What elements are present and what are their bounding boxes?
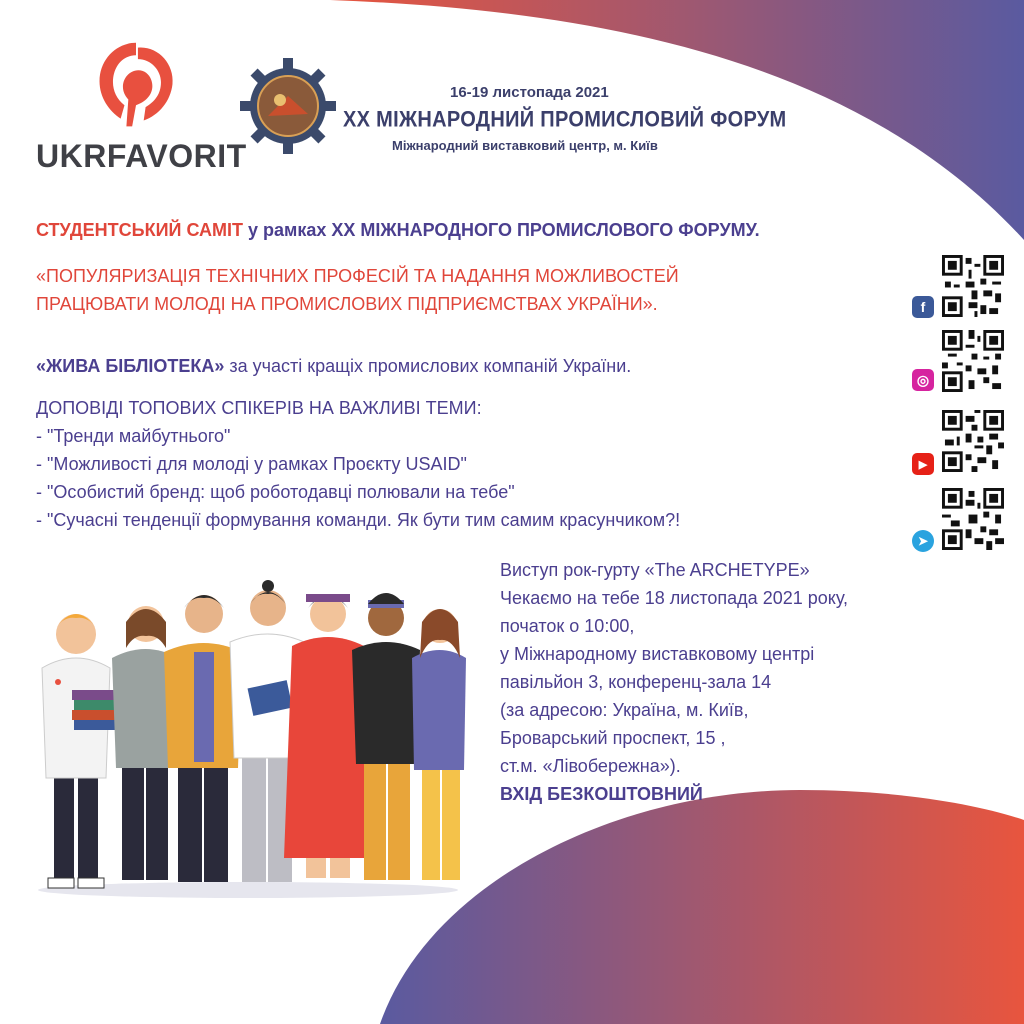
- facebook-icon[interactable]: f: [912, 296, 934, 318]
- library-line: [36, 356, 631, 377]
- detail-line: Чекаємо на тебе 18 листопада 2021 року,: [500, 588, 849, 608]
- student-figure: [412, 609, 466, 880]
- telegram-icon[interactable]: ➤: [912, 530, 934, 552]
- detail-line: у Міжнародному виставковому центрі: [500, 644, 815, 664]
- qr-code-facebook-icon[interactable]: [942, 255, 1004, 317]
- talks-header: ДОПОВІДІ ТОПОВИХ СПІКЕРІВ НА ВАЖЛИВІ ТЕМИ:: [36, 398, 482, 418]
- free-entry: ВХІД БЕЗКОШТОВНИЙ: [500, 784, 703, 804]
- student-figure: [42, 614, 118, 888]
- forum-title: XX МІЖНАРОДНИЙ ПРОМИСЛОВИЙ ФОРУМ: [343, 108, 787, 133]
- detail-line: ст.м. «Лівобережна»).: [500, 756, 681, 776]
- forum-dates: 16-19 листопада 2021: [450, 84, 609, 101]
- qr-code-youtube-icon[interactable]: [942, 410, 1004, 472]
- detail-line: павільйон 3, конференц-зала 14: [500, 672, 772, 692]
- library-bold: «ЖИВА БІБЛІОТЕКА»: [36, 356, 225, 376]
- youtube-icon[interactable]: ▶: [912, 453, 934, 475]
- qr-code-telegram-icon[interactable]: [942, 488, 1004, 550]
- talk-item: - "Сучасні тенденції формування команди. Як бути тим самим красунчиком?!: [36, 510, 681, 530]
- student-figure: [164, 595, 242, 882]
- students-illustration: [28, 578, 468, 900]
- talk-item: - "Можливості для молоді у рамках Проєкту USAID": [36, 454, 467, 474]
- qr-code-instagram-icon[interactable]: [942, 330, 1004, 392]
- detail-line: початок о 10:00,: [500, 616, 635, 636]
- detail-line: Броварський проспект, 15 ,: [500, 728, 726, 748]
- concert-line: Виступ рок-гурту «The ARCHETYPE»: [500, 560, 810, 580]
- theme-line-2: ПРАЦЮВАТИ МОЛОДІ НА ПРОМИСЛОВИХ ПІДПРИЄМСТВАХ УКРАЇНИ».: [36, 294, 658, 314]
- instagram-icon[interactable]: ◎: [912, 369, 934, 391]
- library-rest: за участі кращіх промислових компаній України.: [224, 356, 632, 376]
- summit-lead-red: СТУДЕНТСЬКИЙ САМІТ: [36, 220, 243, 240]
- theme-line-1: «ПОПУЛЯРИЗАЦІЯ ТЕХНІЧНИХ ПРОФЕСІЙ ТА НАДАННЯ МОЖЛИВОСТЕЙ: [36, 266, 679, 286]
- brand-name: UKRFAVORIT: [36, 138, 247, 174]
- forum-venue: Міжнародний виставковий центр, м. Київ: [392, 138, 658, 153]
- detail-line: (за адресою: Україна, м. Київ,: [500, 700, 749, 720]
- summit-lead: [36, 220, 760, 241]
- gear-emblem-icon: [238, 56, 338, 156]
- summit-lead-rest: у рамках XX МІЖНАРОДНОГО ПРОМИСЛОВОГО ФОРУМУ.: [243, 220, 760, 240]
- talk-item: - "Особистий бренд: щоб роботодавці полювали на тебе": [36, 482, 515, 502]
- talk-item: - "Тренди майбутнього": [36, 426, 231, 446]
- lion-logo-icon: [88, 38, 184, 134]
